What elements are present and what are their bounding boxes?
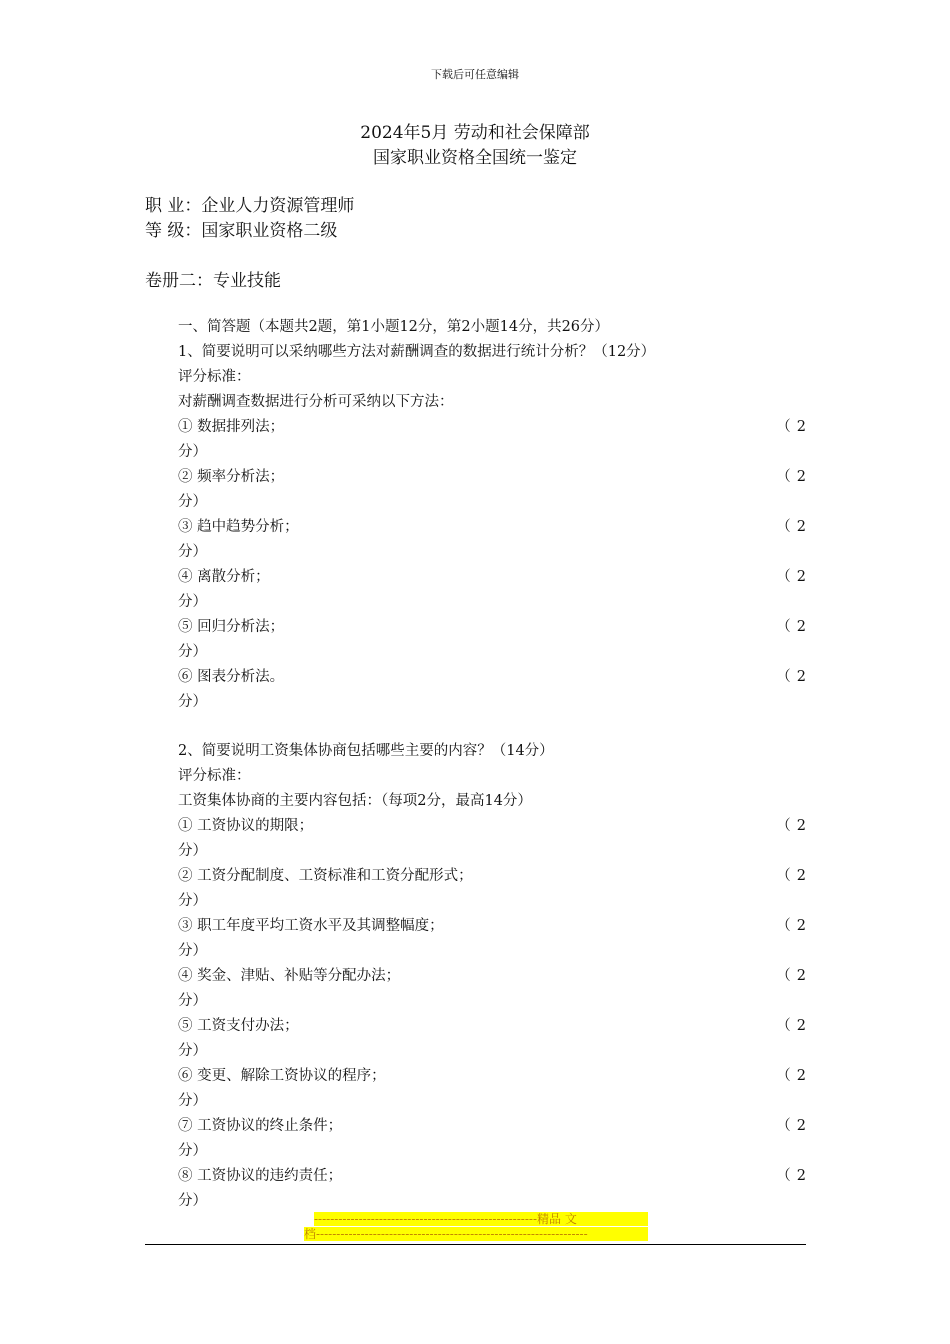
item-label: ③ 趋中趋势分析； bbox=[178, 519, 299, 535]
title-line-2: 国家职业资格全国统一鉴定 bbox=[373, 148, 577, 168]
item-points: （2 bbox=[776, 818, 812, 834]
item-points-end: 分） bbox=[178, 594, 207, 610]
title-line-1: 2024年5月 劳动和社会保障部 bbox=[360, 123, 590, 143]
item-points-end: 分） bbox=[178, 893, 207, 909]
item-label: ③ 职工年度平均工资水平及其调整幅度； bbox=[178, 918, 444, 934]
item-points: （2 bbox=[776, 569, 812, 585]
item-points-end: 分） bbox=[178, 694, 207, 710]
item-label: ⑦ 工资协议的终止条件； bbox=[178, 1118, 343, 1134]
level-line: 等 级：国家职业资格二级 bbox=[145, 221, 338, 241]
item-label: ⑤ 回归分析法； bbox=[178, 619, 285, 635]
q1-question: 1、简要说明可以采纳哪些方法对薪酬调查的数据进行统计分析？（12分） bbox=[178, 344, 656, 360]
item-points: （2 bbox=[776, 1018, 812, 1034]
item-label: ⑤ 工资支付办法； bbox=[178, 1018, 299, 1034]
footer-watermark-line-2: 档------------------------------------------------------------------- bbox=[304, 1227, 648, 1241]
item-points-end: 分） bbox=[178, 544, 207, 560]
item-points-end: 分） bbox=[178, 644, 207, 660]
footer-watermark-line-1: -------------------------------------------------------精品 文 bbox=[314, 1212, 648, 1226]
q2-criteria: 评分标准： bbox=[178, 768, 251, 784]
occupation-line: 职 业：企业人力资源管理师 bbox=[145, 196, 355, 216]
q2-question: 2、简要说明工资集体协商包括哪些主要的内容？（14分） bbox=[178, 743, 554, 759]
item-points: （2 bbox=[776, 669, 812, 685]
item-points: （2 bbox=[776, 868, 812, 884]
item-points: （2 bbox=[776, 519, 812, 535]
item-points: （2 bbox=[776, 419, 812, 435]
volume-line: 卷册二：专业技能 bbox=[145, 271, 281, 291]
item-points-end: 分） bbox=[178, 843, 207, 859]
item-points: （2 bbox=[776, 469, 812, 485]
item-points-end: 分） bbox=[178, 993, 207, 1009]
item-points: （2 bbox=[776, 1068, 812, 1084]
q1-criteria: 评分标准： bbox=[178, 369, 251, 385]
section-heading: 一、简答题（本题共2题，第1小题12分，第2小题14分，共26分） bbox=[178, 319, 610, 335]
q1-intro: 对薪酬调查数据进行分析可采纳以下方法： bbox=[178, 394, 454, 410]
footer-divider bbox=[145, 1244, 806, 1245]
item-points-end: 分） bbox=[178, 1043, 207, 1059]
item-points-end: 分） bbox=[178, 1143, 207, 1159]
item-label: ① 数据排列法； bbox=[178, 419, 285, 435]
item-points: （2 bbox=[776, 918, 812, 934]
item-label: ② 工资分配制度、工资标准和工资分配形式； bbox=[178, 868, 473, 884]
item-points: （2 bbox=[776, 1118, 812, 1134]
item-label: ④ 奖金、津贴、补贴等分配办法； bbox=[178, 968, 401, 984]
item-points-end: 分） bbox=[178, 494, 207, 510]
item-points: （2 bbox=[776, 619, 812, 635]
item-label: ⑥ 图表分析法。 bbox=[178, 669, 285, 685]
item-points-end: 分） bbox=[178, 1093, 207, 1109]
item-points: （2 bbox=[776, 968, 812, 984]
item-label: ⑧ 工资协议的违约责任； bbox=[178, 1168, 343, 1184]
item-points-end: 分） bbox=[178, 943, 207, 959]
item-label: ④ 离散分析； bbox=[178, 569, 270, 585]
item-label: ② 频率分析法； bbox=[178, 469, 285, 485]
item-points-end: 分） bbox=[178, 1193, 207, 1209]
header-note: 下载后可任意编辑 bbox=[431, 68, 519, 81]
item-label: ① 工资协议的期限； bbox=[178, 818, 314, 834]
item-label: ⑥ 变更、解除工资协议的程序； bbox=[178, 1068, 386, 1084]
q2-intro: 工资集体协商的主要内容包括：（每项2分，最高14分） bbox=[178, 793, 532, 809]
item-points: （2 bbox=[776, 1168, 812, 1184]
item-points-end: 分） bbox=[178, 444, 207, 460]
